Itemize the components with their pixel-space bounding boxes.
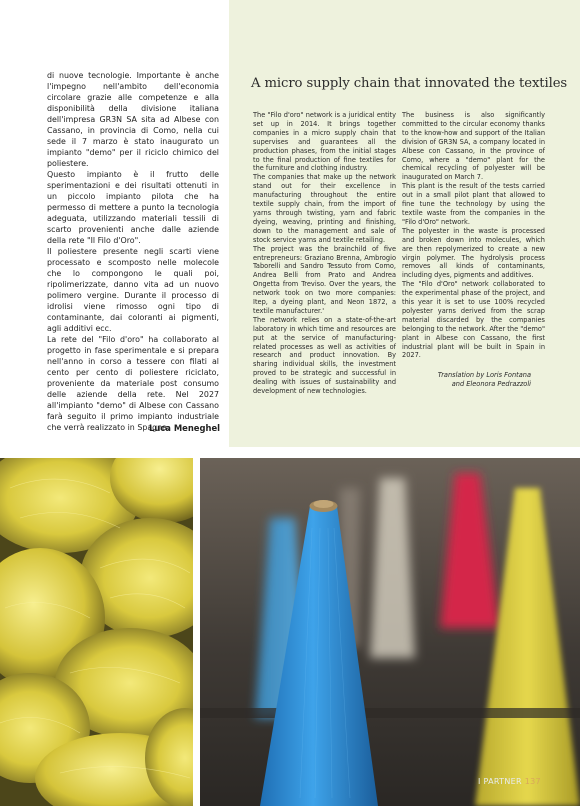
english-paragraph: The polyester in the waste is processed and broken down into molecules, which are then repolymerized to create a new virgin polymer. The hydrolysis process removes all kinds of contaminants, including dyes, pigments and additives. [402,226,545,280]
english-paragraph: The business is also significantly committed to the circular economy thanks to the know-how and support of the Italian division of GR3N SA, a company located in Albese con Cassano, in the province of Como, where a "demo" plant for the chemical recycling of polyester will be inaugurated on March 7. [402,111,545,182]
italian-paragraph: Questo impianto è il frutto delle sperimentazioni e dei risultati ottenuti in un piccolo impianto pilota che ha permesso di mettere a punto la tecnologia adeguata, utilizzando materiali tessili di scarto provenienti anche dalle aziende della rete "Il Filo d'Oro". [47,170,219,245]
english-article-title: A micro supply chain that innovated the textiles [251,76,568,91]
english-paragraph: The network relies on a state-of-the-art laboratory in which time and resources are put at the service of manufacturing-related processes as well as activities of research and product innovation. By sharing individual skills, the investment proved to be strategic and successful in dealing with issues of sustainability and development of new technologies. [253,315,396,396]
italian-paragraph: di nuove tecnologie. Importante è anche l'impegno nell'ambito dell'economia circolare grazie alle competenze e alla disponibilità della divisione italiana dell'impresa GR3N SA sita ad Albese con Cassano, in provincia di Como, nella cui sede il 7 marzo è stato inaugurato un impianto "demo" per il riciclo chimico del poliestere. [47,71,219,168]
page-number: 137 [524,777,541,786]
author-name: Luca Meneghel [149,423,220,433]
italian-paragraph: La rete del "Filo d'oro" ha collaborato al progetto in fase sperimentale e si prepara nell'anno in corso a tessere con filati al cento per cento di poliestere riciclato, proveniente da materiale post consumo delle aziende della rete. Nel 2027 all'impianto "demo" di Albese con Cassano farà seguito il primo impianto industriale che verrà realizzato in Spagna. [47,335,219,432]
page-footer [478,777,541,786]
translation-credit-line: and Eleonora Pedrazzoli [451,380,531,389]
yellow-wool-photo [0,458,193,806]
english-paragraph: The "Filo d'oro" network is a juridical entity set up in 2014. It brings together companies in a micro supply chain that supervises and guarantees all the production phases, from the initial stages to the final production of fine textiles for the furniture and clothing industry. [253,111,396,173]
english-paragraph: The project was the brainchild of five entrepreneurs: Graziano Brenna, Ambrogio Taborelli and Sandro Tessuto from Como, Andrea Belli from Prato and Andrea Ongetta from Treviso. Over the years, the network took on two more companies: Itep, a dyeing plant, and Neon 1872, a textile manufacturer.' [253,244,396,315]
translation-credit-line: Translation by Loris Fontana [437,371,531,380]
english-column-right [402,111,545,389]
italian-article-column [47,70,219,433]
english-paragraph: This plant is the result of the tests carried out in a small pilot plant that allowed to fine tune the technology by using the textile waste from the companies in the "Filo d'Oro" network. [402,182,545,226]
magazine-name: I PARTNER [478,777,522,786]
english-paragraph: The "Filo d'Oro" network collaborated to the experimental phase of the project, and this year it is set to use 100% recycled polyester yarns derived from the scrap material discarded by the companies belonging to the network. After the "demo" plant in Albese con Cassano, the first industrial plant will be built in Spain in 2027. [402,280,545,360]
english-paragraph: The companies that make up the network stand out for their excellence in manufacturing throughout the entire textile supply chain, from the import of yarns through twisting, yarn and fabric dyeing, weaving, printing and finishing, down to the management and sale of stock service yarns and textile retailing. [253,173,396,244]
english-column-left [253,111,396,396]
italian-paragraph: Il poliestere presente negli scarti viene processato e scomposto nelle molecole che lo compongono le quali poi, ripolimerizzate, danno vita ad un nuovo polimero vergine. Durante il processo di idrolisi viene rimosso ogni tipo di contaminante, dai coloranti ai pigmenti, agli additivi ecc. [47,247,219,333]
yarn-cones-photo [200,458,580,806]
english-translation-panel [229,0,580,447]
translation-credit [402,371,545,389]
